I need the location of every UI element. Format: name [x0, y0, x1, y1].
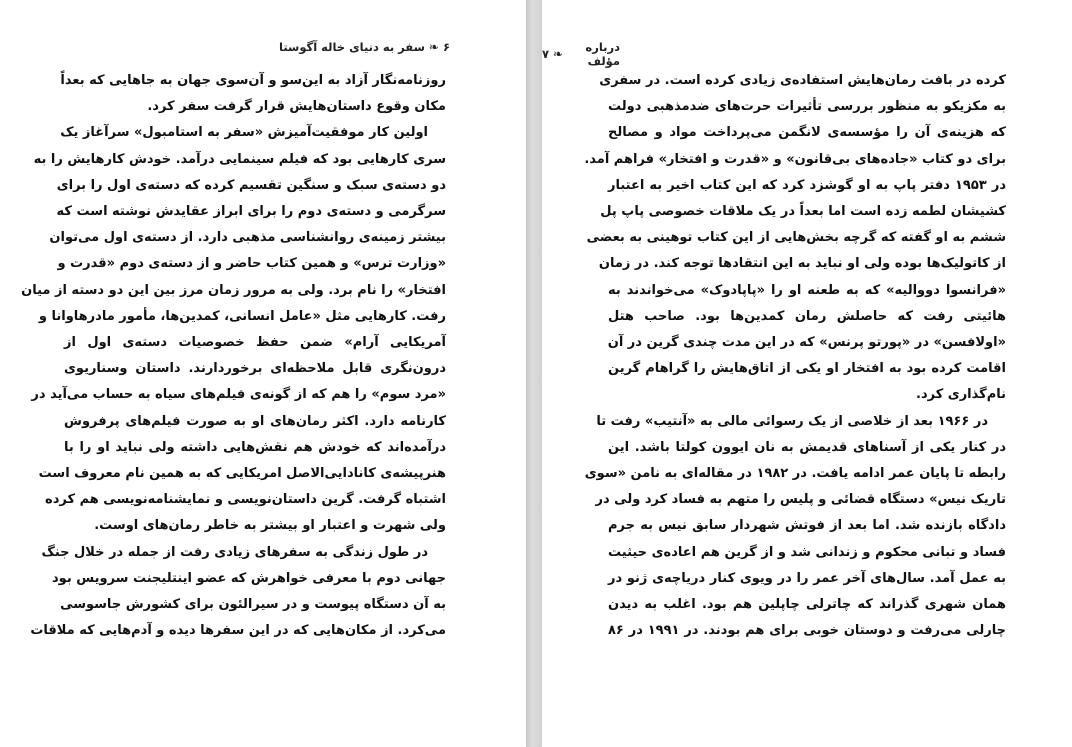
text-line: جهانی دوم با معرفی خواهرش که عضو اینتلیجنت سرویس بود — [52, 570, 446, 586]
text-line: فساد و تبانی محکوم و زندانی شد و از گرین هم اعاده‌ی حیثیت — [608, 544, 1006, 560]
text-line: افتخار» را نام برد. ولی به مرور زمان مرز بین این دو دسته از میان — [21, 282, 446, 298]
text-line: در ۱۹۵۳ دفتر پاپ به او گوشزد کرد که این کتاب اخیر به اعتبار — [608, 177, 1006, 193]
text-line: به عمل آمد. سال‌های آخر عمر را در ویوی کنار دریاچه‌ی ژنو در — [608, 570, 1006, 586]
text-line: روزنامه‌نگار آزاد به این‌سو و آن‌سوی جهان به جاهایی که بعداً — [60, 73, 446, 88]
text-line: نام‌گذاری کرد. — [916, 387, 1006, 403]
text-line: از کاتولیک‌ها بوده ولی او نباید به این انتقادها توجه کند. در زمان — [598, 256, 1006, 272]
right-page — [542, 0, 1072, 747]
text-line: در کنار یکی از آسناهای قدیمش به نان ایوون کولتا باشد. این — [608, 439, 1006, 455]
right-page-header — [542, 40, 620, 68]
text-line: آمریکایی آرام» ضمن حفظ خصوصیات دسته‌ی اول از — [64, 335, 446, 351]
text-line: به مکزیکو به منظور بررسی تأثیرات حرت‌های ضدمذهبی دولت — [608, 99, 1006, 115]
text-line: در طول زندگی به سفرهای زیادی رفت از جمله در خلال جنگ — [41, 544, 428, 560]
book-gutter — [526, 0, 542, 747]
text-line: «فرانسوا دووالیه» که به طعنه او را «پاپادوک» می‌خواندند به — [608, 282, 1006, 298]
text-line: ششم به او گفته که گرچه بخش‌هایی از این کتاب توهینی به بعضی — [586, 230, 1006, 246]
left-page-number: ۶ — [442, 40, 450, 54]
right-page-body — [584, 68, 1006, 644]
text-line: ولی شهرت و اعتبار او بیشتر به خاطر رمان‌های اوست. — [94, 518, 446, 534]
text-line: برای دو کتاب «جاده‌های بی‌قانون» و «قدرت و افتخار» فراهم آمد. — [584, 151, 1006, 167]
left-page-header — [279, 40, 450, 54]
text-line: اقامت کرده بود به افتخار او یکی از اتاق‌هایش را گراهام گرین — [608, 361, 1006, 377]
text-line: رفت. کارهایی مثل «عامل انسانی، کمدین‌ها، مأمور مادرهاوانا و — [38, 308, 446, 324]
text-line: سری کارهایی بود که فیلم سینمایی درآمد. خودش کارهایش را به — [33, 151, 446, 167]
text-line: کرده در بافت رمان‌هایش استفاده‌ی زیادی کرده است. در سفری — [599, 73, 1006, 88]
text-line: هائیتی رفت که حاصلش رمان کمدین‌ها بود. صاحب هتل — [608, 308, 1006, 324]
ornament-icon: ❧ — [553, 47, 564, 61]
text-line: دادگاه بازنده شد. اما بعد از فوتش شهردار سابق نیس به جرم — [608, 518, 1006, 534]
text-line: که هزینه‌ی آن را مؤسسه‌ی لانگمن می‌پرداخت مواد و مصالح — [608, 125, 1006, 141]
text-line: سرگرمی و دسته‌ی دوم را برای ابراز عقایدش نوشته است که — [56, 204, 446, 220]
text-line: اولین کار موفقیت‌آمیزش «سفر به استامبول» سرآغاز یک — [60, 125, 428, 141]
text-line: چارلی می‌رفت و دوستان خوبی برای هم بودند. در ۱۹۹۱ در ۸۶ — [608, 623, 1006, 639]
text-line: «مرد سوم» را هم که از گونه‌ی فیلم‌های سیاه به حساب می‌آید در — [31, 387, 446, 403]
text-line: رابطه تا پایان عمر ادامه یافت. در ۱۹۸۲ در مقاله‌ای به نامن «سوی — [584, 466, 1006, 482]
text-line: بیشتر زمینه‌ی روانشناسی مذهبی دارد. از دسته‌ی اول می‌توان — [49, 230, 446, 246]
text-line: مکان وقوع داستان‌هایش قرار گرفت سفر کرد. — [147, 99, 446, 115]
left-page-body — [21, 68, 446, 644]
text-line: هنرپیشه‌ی کانادایی‌الاصل امریکایی که به همین نام معروف است — [38, 466, 446, 482]
text-line: همان شهری گذراند که چاترلی چاپلین هم بود. اغلب به دیدن — [608, 597, 1006, 613]
text-line: «وزارت ترس» و همین کتاب حاضر و از دسته‌ی دوم «قدرت و — [57, 256, 446, 272]
text-line: درون‌نگری قابل ملاحظه‌ای برخوردارند. داستان وسناریوی — [64, 361, 446, 377]
text-line: درآمده‌اند که خودش هم نقش‌هایی داشته ولی نباید او را با — [64, 439, 446, 455]
text-line: دو دسته‌ی سبک و سنگین تقسیم کرده که دسته‌ی اول را برای — [56, 177, 446, 193]
text-line: در ۱۹۶۶ بعد از خلاصی از یک رسوائی مالی به «آنتیب» رفت تا — [596, 413, 988, 429]
right-page-number: ۷ — [542, 47, 550, 61]
text-line: کشیشان لطمه زده است اما بعداً در یک ملاقات خصوصی پاپ پل — [600, 204, 1006, 220]
right-page-running-title: درباره مؤلف — [585, 40, 620, 68]
text-line: می‌کرد. از مکان‌هایی که در این سفرها دیده و آدم‌هایی که ملاقات — [30, 623, 446, 639]
text-line: به آن دستگاه پیوست و در سیرالئون برای کشورش جاسوسی — [60, 597, 446, 613]
text-line: کارنامه دارد. اکثر رمان‌های او به صورت فیلم‌های پرفروش — [64, 413, 446, 429]
left-page-running-title: سفر به دنیای خاله آگوستا — [279, 40, 425, 54]
text-line: تاریک نیس» دستگاه قضائی و پلیس را متهم به فساد کرد ولی در — [595, 492, 1006, 508]
text-line: اشتباه گرفت. گرین داستان‌نویسی و نمایشنامه‌نویسی هم کرده — [45, 492, 446, 508]
left-page — [0, 0, 526, 747]
ornament-icon: ❧ — [428, 40, 439, 54]
text-line: «اولافسن» در «پورتو پرنس» که در این مدت چندی گرین در آن — [607, 335, 1006, 351]
